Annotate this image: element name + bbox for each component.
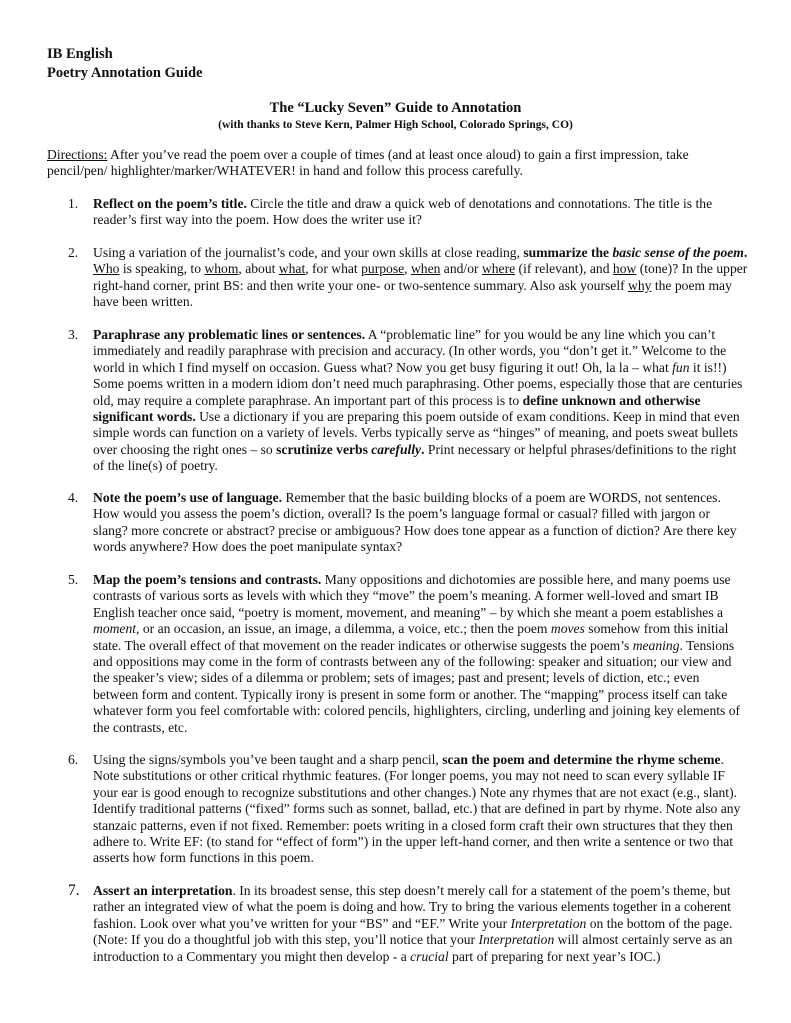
emphasis: moment (93, 621, 137, 637)
step-body: , for what (305, 261, 362, 277)
keyword-purpose: purpose (361, 261, 405, 277)
emphasis: meaning (632, 637, 680, 653)
step-emphasis: scrutinize verbs (276, 441, 372, 457)
step-body: is speaking, to (119, 261, 205, 277)
emphasis: Interpretation (510, 915, 587, 931)
emphasis: fun (672, 359, 690, 375)
step-heading: Reflect on the poem’s title. (93, 196, 247, 211)
guide-name: Poetry Annotation Guide (47, 65, 203, 81)
step-emphasis-italic: carefully (371, 441, 422, 457)
step-emphasis: define unknown and otherwise significant words. (93, 392, 701, 425)
step-body: on the bottom of the page. (Note: If you do a thoughtful job with this step, you’ll notice that your (93, 915, 733, 948)
step-body: will almost certainly serve as an introduction to a Commentary you might then develop - a (93, 932, 733, 964)
keyword-where: where (481, 261, 516, 277)
step-body: Circle the title and draw a quick web of denotations and connotations. The title is the reader’s first way into the poem. How does the writer use it? (93, 196, 713, 228)
step-text (93, 490, 748, 556)
emphasis: crucial (410, 948, 449, 964)
step-text (93, 883, 748, 965)
step-heading: Note the poem’s use of language. (93, 490, 283, 505)
step-body: . In its broadest sense, this step doesn’t merely call for a statement of the poem’s theme, but rather an integrated view of what the poem is doing and how. Try to bring the various elements together in a coherent fashion. Look over what you’ve written for your “BS” and “EF.” Write your (93, 883, 731, 931)
step-heading: Paraphrase any problematic lines or sentences. (93, 327, 366, 342)
step-heading: Map the poem’s tensions and contrasts. (93, 572, 322, 587)
step-text (93, 752, 748, 867)
keyword-who: Who (93, 261, 120, 277)
step-body: the poem may have been written. (93, 277, 732, 310)
keyword-when: when (410, 261, 441, 277)
step-text (93, 572, 748, 736)
step-heading-emphasis: basic sense of the poem (612, 245, 744, 260)
step-heading: scan the poem and determine the rhyme scheme (442, 752, 721, 767)
keyword-what: what (278, 261, 306, 277)
step-body: (tone)? In the upper right-hand corner, print BS: and then write your one- or two-sentence summary. Also ask yourself (93, 261, 748, 293)
step-body: it is!!) Some poems written in a modern idiom don’t need much paraphrasing. Other poems, especially those that are centuries old, may require a complete paraphrase. An important part of this process is to (93, 359, 743, 408)
step-number: 3. (68, 327, 79, 342)
step-body: part of preparing for next year’s IOC.) (448, 948, 661, 964)
keyword-why: why (628, 277, 652, 293)
directions-label: Directions: (47, 147, 108, 162)
keyword-whom: whom (204, 261, 239, 277)
step-text (93, 327, 748, 475)
emphasis: moves (550, 621, 585, 637)
step-body: Print necessary or helpful phrases/definitions to the right of the line(s) of poetry. (93, 441, 737, 474)
document-header (47, 45, 202, 83)
step-body: and/or (440, 261, 482, 277)
step-number: 4. (68, 490, 79, 505)
course-name: IB English (47, 46, 113, 62)
directions-text: After you’ve read the poem over a couple of times (and at least once aloud) to gain a first impression, take pencil/pen/ highlighter/marker/WHATEVER! in hand and follow this process carefully. (47, 147, 689, 179)
step-number: 7. (68, 882, 80, 899)
step-body: somehow from this initial state. The overall effect of that movement on the reader indicates or otherwise suggests the poem’s (93, 621, 729, 653)
step-number: 6. (68, 752, 79, 767)
directions-paragraph (47, 147, 747, 180)
step-text (93, 196, 748, 229)
step-body: Use a dictionary if you are preparing this poem outside of exam conditions. Keep in mind that even simple words can function on a variety of levels. Verbs typically serve as “hinges” of meaning, and poets sweat bullets over choosing the right ones – so (93, 409, 740, 457)
step-body: , about (238, 261, 279, 277)
keyword-how: how (612, 261, 637, 277)
step-body: , (404, 261, 411, 277)
step-heading: summarize the (523, 245, 613, 260)
step-body: A “problematic line” for you would be any line which you can’t immediately and readily paraphrase with precision and accuracy. (In other words, you “don’t get it.” Welcome to the world in which I find myself on occasion. Guess what? Now you get busy figuring it out! Oh, la la – what (93, 327, 727, 375)
document-subtitle: (with thanks to Steve Kern, Palmer High School, Colorado Springs, CO) (218, 119, 573, 131)
step-body: Using the signs/symbols you’ve been taught and a sharp pencil, (93, 752, 443, 767)
step-body: . Note substitutions or other critical rhythmic features. (For longer poems, you may not need to scan every syllable IF your ear is good enough to recognize substitutions and other changes.) Note any rhymes that are not exact (e.g., slant). Identify traditional patterns (“fixed” forms such as sonnet, ballad, etc.) that are defined in part by rhyme. Note also any stanzaic patterns, even if not fixed. Remember: poets writing in a closed form craft their own structures that they then adhere to. Write EF: (to stand for “effect of form”) in the upper left-hand corner, and then write a sentence or two that asserts how form functions in this poem. (93, 752, 741, 866)
step-body: , or an occasion, an issue, an image, a dilemma, a voice, etc.; then the poem (136, 621, 551, 637)
step-body: Remember that the basic building blocks of a poem are WORDS, not sentences. How would you assess the poem’s diction, overall? Is the poem’s language formal or casual? filled with jargon or slang? more concrete or abstract? precise or ambiguous? How does tone appear as a function of diction? Are there key words anywhere? How does the poet manipulate syntax? (93, 490, 737, 555)
step-number: 1. (68, 196, 79, 211)
step-body: . Tensions and oppositions may come in the form of contrasts between any of the following: speaker and situation; our view and the speaker’s view; sides of a dilemma or problem; sets of images; past and present; levels of diction, etc.; even between form and content. Typically irony is present in some form or another. The “mapping” process itself can take whatever form you feel comfortable with: colored pencils, highlighters, circling, underling and joining key elements of the contrasts, etc. (93, 637, 741, 735)
step-text (93, 245, 748, 311)
step-number: 5. (68, 572, 79, 587)
step-heading: Assert an interpretation (93, 883, 233, 898)
step-body: Using a variation of the journalist’s code, and your own skills at close reading, (93, 245, 524, 260)
step-body: (if relevant), and (515, 261, 613, 277)
step-heading-end: . (743, 245, 748, 260)
emphasis: Interpretation (478, 932, 555, 948)
step-emphasis-end: . (421, 441, 425, 457)
document-title: The “Lucky Seven” Guide to Annotation (269, 100, 522, 116)
step-body: Many oppositions and dichotomies are possible here, and many poems use contrasts of various sorts as levels with which they “move” the poem’s meaning. A former well-loved and smart IB English teacher once said, “poetry is moment, movement, and meaning” – by which she meant a poem establishes a (93, 572, 731, 620)
step-number: 2. (68, 245, 79, 260)
